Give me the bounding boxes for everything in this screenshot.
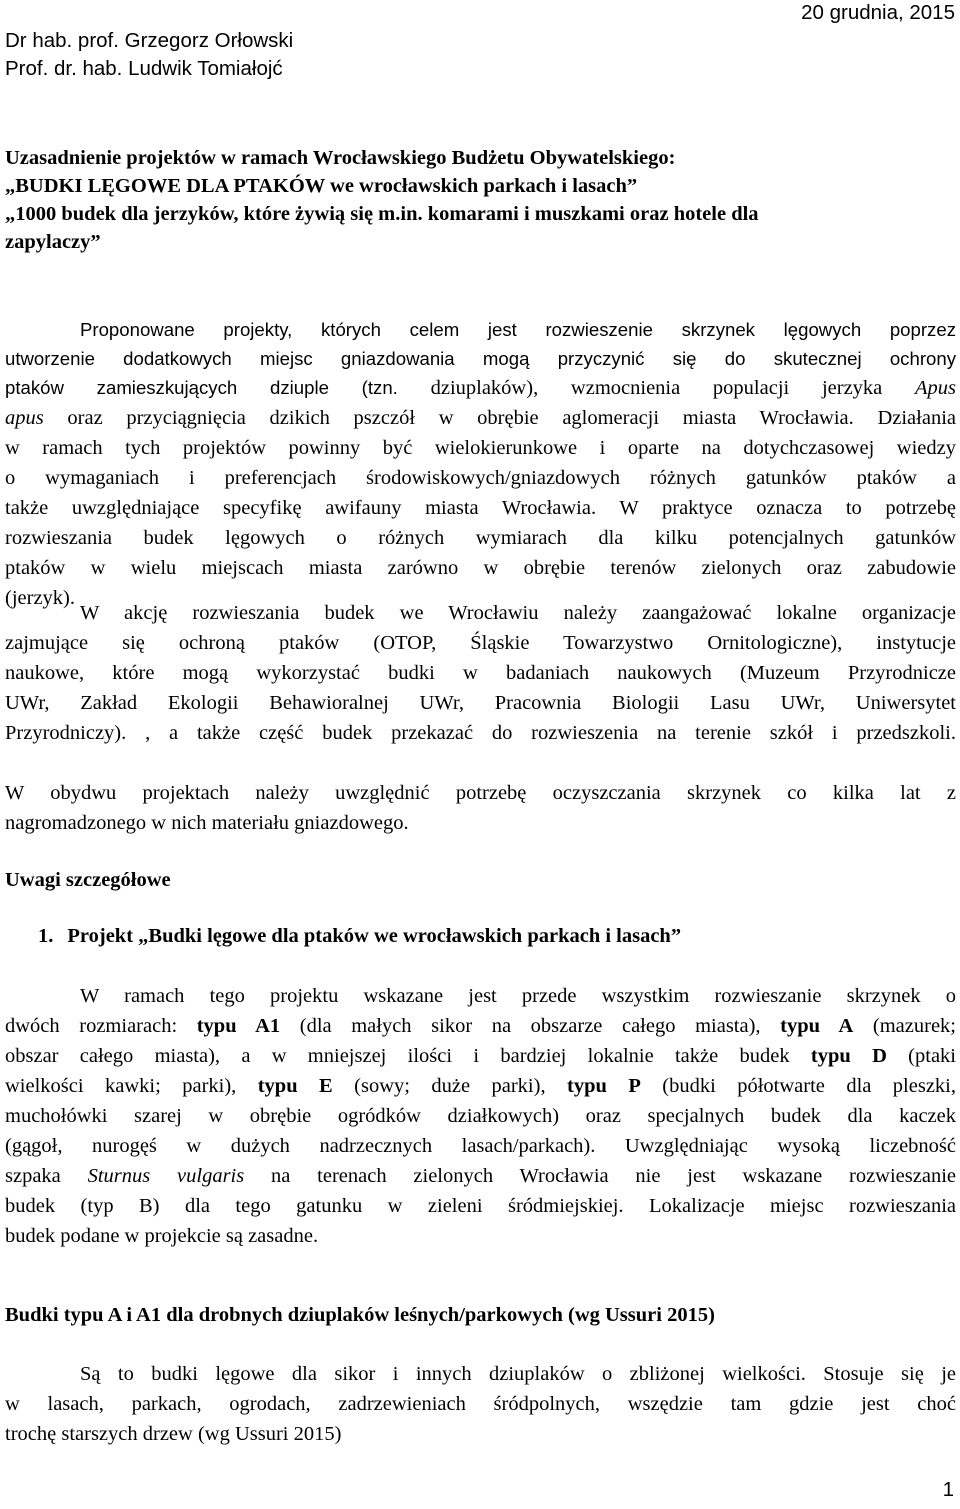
text-span: wielkości kawki; parki), — [5, 1075, 258, 1097]
title-line: zapylaczy” — [5, 231, 101, 253]
item-number: 1. — [38, 925, 54, 947]
text-span: (dla małych sikor na obszarze całego miasta), — [280, 1015, 781, 1037]
text-span: (mazurek; — [853, 1015, 956, 1037]
text-line — [5, 373, 956, 403]
author-line: Dr hab. prof. Grzegorz Orłowski — [5, 29, 294, 52]
text-span: szpaka — [5, 1165, 88, 1187]
item-title: Projekt „Budki lęgowe dla ptaków we wrocławskich parkach i lasach” — [67, 925, 682, 947]
document-title — [5, 144, 956, 256]
text-line: naukowe, które mogą wykorzystać budki w badaniach naukowych (Muzeum Przyrodnicze — [5, 662, 956, 684]
text-line: (gągoł, nurogęś w dużych nadrzecznych lasach/parkach). Uwzględniając wysoką liczebność — [5, 1135, 956, 1157]
text-span: dwóch rozmiarach: — [5, 1015, 197, 1037]
text-line — [5, 1011, 956, 1041]
box-type: typu A1 — [196, 1015, 281, 1037]
text-line: utworzenie dodatkowych miejsc gniazdowania mogą przyczynić się do skutecznej ochrony — [5, 347, 956, 369]
text-span: ptaków zamieszkujących dziuple (tzn. — [5, 377, 398, 398]
text-line: trochę starszych drzew (wg Ussuri 2015) — [5, 1423, 342, 1445]
text-line: ptaków w wielu miejscach miasta zarówno w obrębie terenów zielonych oraz zabudowie — [5, 557, 956, 579]
text-line: zajmujące się ochroną ptaków (OTOP, Śląskie Towarzystwo Ornitologiczne), instytucje — [5, 632, 956, 654]
text-line: w ramach tych projektów powinny być wielokierunkowe i oparte na dotychczasowej wiedzy — [5, 437, 956, 459]
text-line: (jerzyk). — [5, 587, 75, 609]
text-line: UWr, Zakład Ekologii Behawioralnej UWr, Pracownia Biologii Lasu UWr, Uniwersytet — [5, 692, 956, 714]
text-line — [5, 403, 956, 433]
text-line: budek podane w projekcie są zasadne. — [5, 1225, 319, 1247]
title-line: „BUDKI LĘGOWE DLA PTAKÓW we wrocławskich parkach i lasach” — [5, 175, 638, 197]
text-line — [5, 1041, 956, 1071]
text-line: Przyrodniczy). , a także część budek przekazać do rozwieszenia na terenie szkół i przedszkoli. — [5, 722, 956, 744]
text-line — [5, 1071, 956, 1101]
text-line: Są to budki lęgowe dla sikor i innych dziuplaków o zbliżonej wielkości. Stosuje się je — [80, 1363, 956, 1385]
text-line: także uwzględniające specyfikę awifauny miasta Wrocławia. W praktyce oznacza to potrzebę — [5, 497, 956, 519]
species-name: Apus — [915, 377, 957, 399]
text-line: budek (typ B) dla tego gatunku w zieleni śródmiejskiej. Lokalizacje miejsc rozwieszania — [5, 1195, 956, 1217]
document-date: 20 grudnia, 2015 — [801, 1, 955, 24]
text-span: dziuplaków), wzmocnienia populacji jerzyka — [430, 377, 916, 399]
box-type: typu D — [810, 1045, 887, 1067]
text-span: (budki półotwarte dla pleszki, — [640, 1075, 956, 1097]
text-line: Proponowane projekty, których celem jest rozwieszenie skrzynek lęgowych poprzez — [80, 319, 956, 340]
paragraph-5 — [5, 1359, 956, 1449]
species-name: Sturnus vulgaris — [87, 1165, 245, 1187]
title-line: Uzasadnienie projektów w ramach Wrocławskiego Budżetu Obywatelskiego: — [5, 147, 676, 169]
section-heading: Uwagi szczegółowe — [5, 869, 171, 891]
species-name: apus — [5, 407, 44, 429]
box-type: typu P — [567, 1075, 641, 1097]
text-line: w lasach, parkach, ogrodach, zadrzewieniach śródpolnych, wszędzie tam gdzie jest choć — [5, 1393, 956, 1415]
text-span: oraz przyciągnięcia dzikich pszczół w obrębie aglomeracji miasta Wrocławia. Działania — [43, 407, 956, 429]
subsection-heading: Budki typu A i A1 dla drobnych dziuplaków leśnych/parkowych (wg Ussuri 2015) — [5, 1304, 715, 1326]
authors-block — [5, 27, 293, 83]
text-line: rozwieszania budek lęgowych o różnych wymiarach dla kilku potencjalnych gatunków — [5, 527, 956, 549]
paragraph-4 — [5, 981, 956, 1251]
text-span: (sowy; duże parki), — [332, 1075, 568, 1097]
box-type: typu E — [257, 1075, 333, 1097]
page-number: 1 — [942, 1478, 954, 1501]
title-line: „1000 budek dla jerzyków, które żywią się m.in. komarami i muszkami oraz hotele dla — [5, 203, 759, 225]
text-span: obszar całego miasta), a w mniejszej ilości i bardziej lokalnie także budek — [5, 1045, 811, 1067]
box-type: typu A — [780, 1015, 854, 1037]
text-line: W ramach tego projektu wskazane jest przede wszystkim rozwieszanie skrzynek o — [80, 985, 956, 1007]
paragraph-2 — [5, 598, 956, 748]
numbered-item-heading — [38, 925, 681, 948]
text-line: nagromadzonego w nich materiału gniazdowego. — [5, 812, 409, 834]
text-span: na terenach zielonych Wrocławia nie jest wskazane rozwieszanie — [244, 1165, 956, 1187]
author-line: Prof. dr. hab. Ludwik Tomiałojć — [5, 57, 283, 80]
text-span: (ptaki — [886, 1045, 956, 1067]
paragraph-1 — [5, 373, 956, 613]
paragraph-3 — [5, 778, 956, 838]
text-line — [5, 1161, 956, 1191]
text-line: muchołówki szarej w obrębie ogródków działkowych) oraz specjalnych budek dla kaczek — [5, 1105, 956, 1127]
text-line: W akcję rozwieszania budek we Wrocławiu należy zaangażować lokalne organizacje — [80, 602, 956, 624]
text-line: W obydwu projektach należy uwzględnić potrzebę oczyszczania skrzynek co kilka lat z — [5, 782, 956, 804]
intro-paragraph — [5, 316, 956, 373]
text-line: o wymaganiach i preferencjach środowiskowych/gniazdowych różnych gatunków ptaków a — [5, 467, 956, 489]
